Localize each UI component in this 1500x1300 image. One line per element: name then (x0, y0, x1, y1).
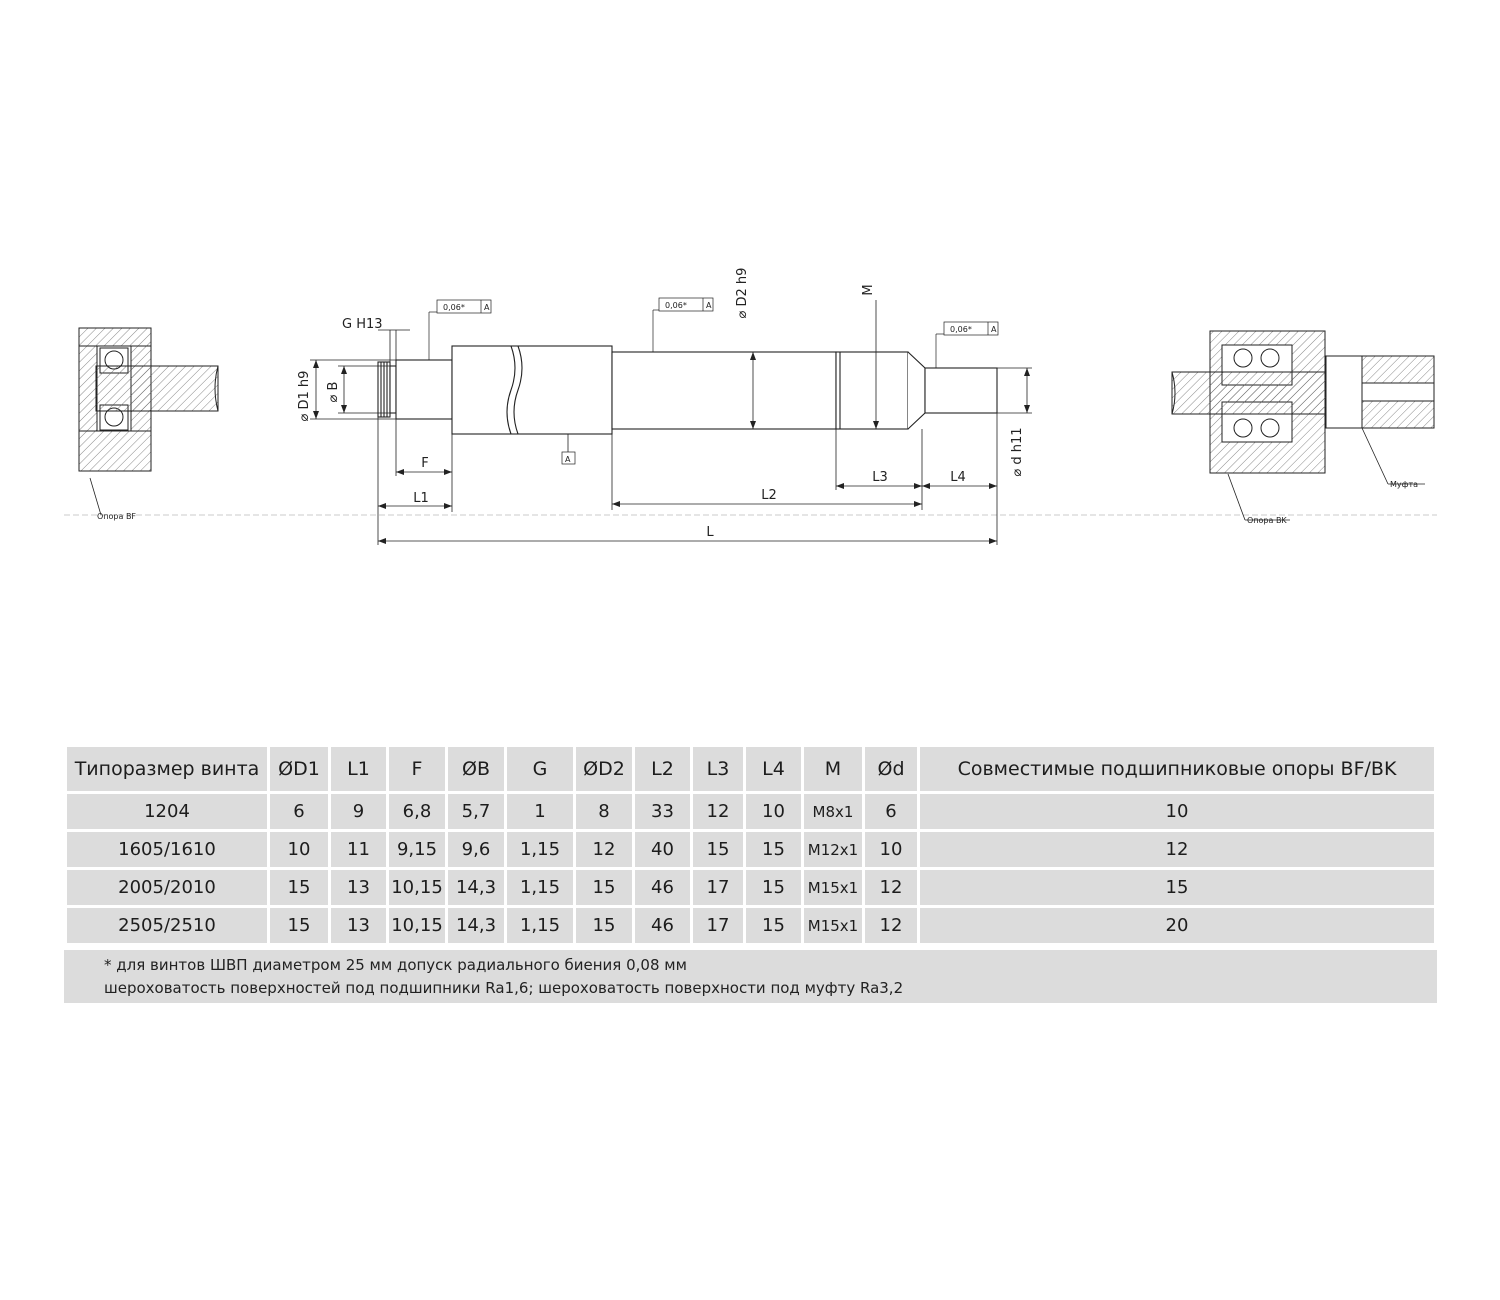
table-cell: 13 (331, 908, 386, 943)
table-notes (64, 950, 1437, 1003)
table-cell: 6,8 (389, 794, 445, 829)
dim-b-label: ⌀ B (326, 381, 341, 403)
tolerance-value-3: 0,06* (950, 325, 972, 334)
header-cell: Типоразмер винта (67, 747, 267, 791)
table-cell: 17 (693, 870, 743, 905)
left-support-bf (79, 328, 218, 471)
dim-l3-label: L3 (872, 470, 888, 485)
dim-l1-label: L1 (413, 491, 429, 506)
tolerance-datum-2: A (706, 301, 712, 310)
table-cell: 10,15 (389, 870, 445, 905)
header-cell: F (389, 747, 445, 791)
header-cell: ØB (448, 747, 504, 791)
table-cell: 12 (865, 908, 917, 943)
right-support-bk (1172, 331, 1434, 473)
specification-table (64, 744, 1437, 946)
right-support-label: Опора BK (1247, 516, 1287, 525)
table-cell: 33 (635, 794, 690, 829)
table-cell: 40 (635, 832, 690, 867)
table-row (67, 794, 1434, 829)
table-cell: 12 (920, 832, 1434, 867)
header-cell: L3 (693, 747, 743, 791)
table-header-row (67, 747, 1434, 791)
table-cell: 10,15 (389, 908, 445, 943)
table-cell: 10 (270, 832, 328, 867)
table-cell: 11 (331, 832, 386, 867)
table-cell: 1204 (67, 794, 267, 829)
table-cell: M15x1 (804, 870, 862, 905)
left-support-label: Опора BF (97, 512, 137, 521)
dim-m-label: M (861, 284, 876, 296)
dim-l2-label: L2 (761, 488, 777, 503)
table-cell: 1 (507, 794, 573, 829)
table-cell: 15 (270, 870, 328, 905)
table-cell: M12x1 (804, 832, 862, 867)
table-cell: M15x1 (804, 908, 862, 943)
header-cell: Ød (865, 747, 917, 791)
table-row (67, 870, 1434, 905)
tolerance-value-1: 0,06* (443, 303, 465, 312)
dim-d-label: ⌀ d h11 (1010, 427, 1025, 477)
table-cell: 15 (576, 870, 632, 905)
table-cell: 15 (920, 870, 1434, 905)
note-line: шероховатость поверхностей под подшипники Ra1,6; шероховатость поверхности под муфту Ra3,2 (104, 979, 904, 997)
header-cell: ØD2 (576, 747, 632, 791)
table-cell: 2505/2510 (67, 908, 267, 943)
table-cell: 15 (693, 832, 743, 867)
header-cell: L4 (746, 747, 801, 791)
dim-d1-label: ⌀ D1 h9 (297, 370, 312, 422)
table-cell: 13 (331, 870, 386, 905)
dim-g-label: G H13 (342, 317, 383, 332)
table-cell: 5,7 (448, 794, 504, 829)
table-cell: 15 (746, 870, 801, 905)
table-cell: 15 (746, 908, 801, 943)
dim-l-label: L (706, 525, 714, 540)
header-cell: Совместимые подшипниковые опоры BF/BK (920, 747, 1434, 791)
tolerance-datum-3: A (991, 325, 997, 334)
table-cell: 15 (270, 908, 328, 943)
header-cell: M (804, 747, 862, 791)
tolerance-datum-1: A (484, 303, 490, 312)
table-cell: 15 (746, 832, 801, 867)
coupling-label: Муфта (1390, 480, 1419, 489)
table-cell: 12 (693, 794, 743, 829)
table-cell: 8 (576, 794, 632, 829)
note-line: * для винтов ШВП диаметром 25 мм допуск радиального биения 0,08 мм (104, 956, 687, 974)
tolerance-value-2: 0,06* (665, 301, 687, 310)
table-cell: 1,15 (507, 908, 573, 943)
table-cell: 6 (865, 794, 917, 829)
table-cell: 2005/2010 (67, 870, 267, 905)
dim-d2-label: ⌀ D2 h9 (735, 267, 750, 319)
table-cell: 10 (746, 794, 801, 829)
table-row (67, 908, 1434, 943)
datum-a-label: A (565, 455, 571, 464)
header-cell: L1 (331, 747, 386, 791)
dim-l4-label: L4 (950, 470, 966, 485)
header-cell: G (507, 747, 573, 791)
ball-screw-shaft (378, 346, 997, 434)
table-cell: M8x1 (804, 794, 862, 829)
table-cell: 14,3 (448, 870, 504, 905)
table-cell: 1,15 (507, 832, 573, 867)
table-cell: 20 (920, 908, 1434, 943)
header-cell: ØD1 (270, 747, 328, 791)
dim-f-label: F (421, 456, 429, 471)
table-cell: 10 (865, 832, 917, 867)
table-cell: 12 (576, 832, 632, 867)
table-cell: 9,6 (448, 832, 504, 867)
table-cell: 12 (865, 870, 917, 905)
table-cell: 14,3 (448, 908, 504, 943)
header-cell: L2 (635, 747, 690, 791)
table-cell: 9,15 (389, 832, 445, 867)
table-cell: 46 (635, 908, 690, 943)
table-cell: 46 (635, 870, 690, 905)
table-cell: 1,15 (507, 870, 573, 905)
table-cell: 17 (693, 908, 743, 943)
table-cell: 10 (920, 794, 1434, 829)
table-cell: 15 (576, 908, 632, 943)
table-row (67, 832, 1434, 867)
table-cell: 9 (331, 794, 386, 829)
table-cell: 6 (270, 794, 328, 829)
table-cell: 1605/1610 (67, 832, 267, 867)
